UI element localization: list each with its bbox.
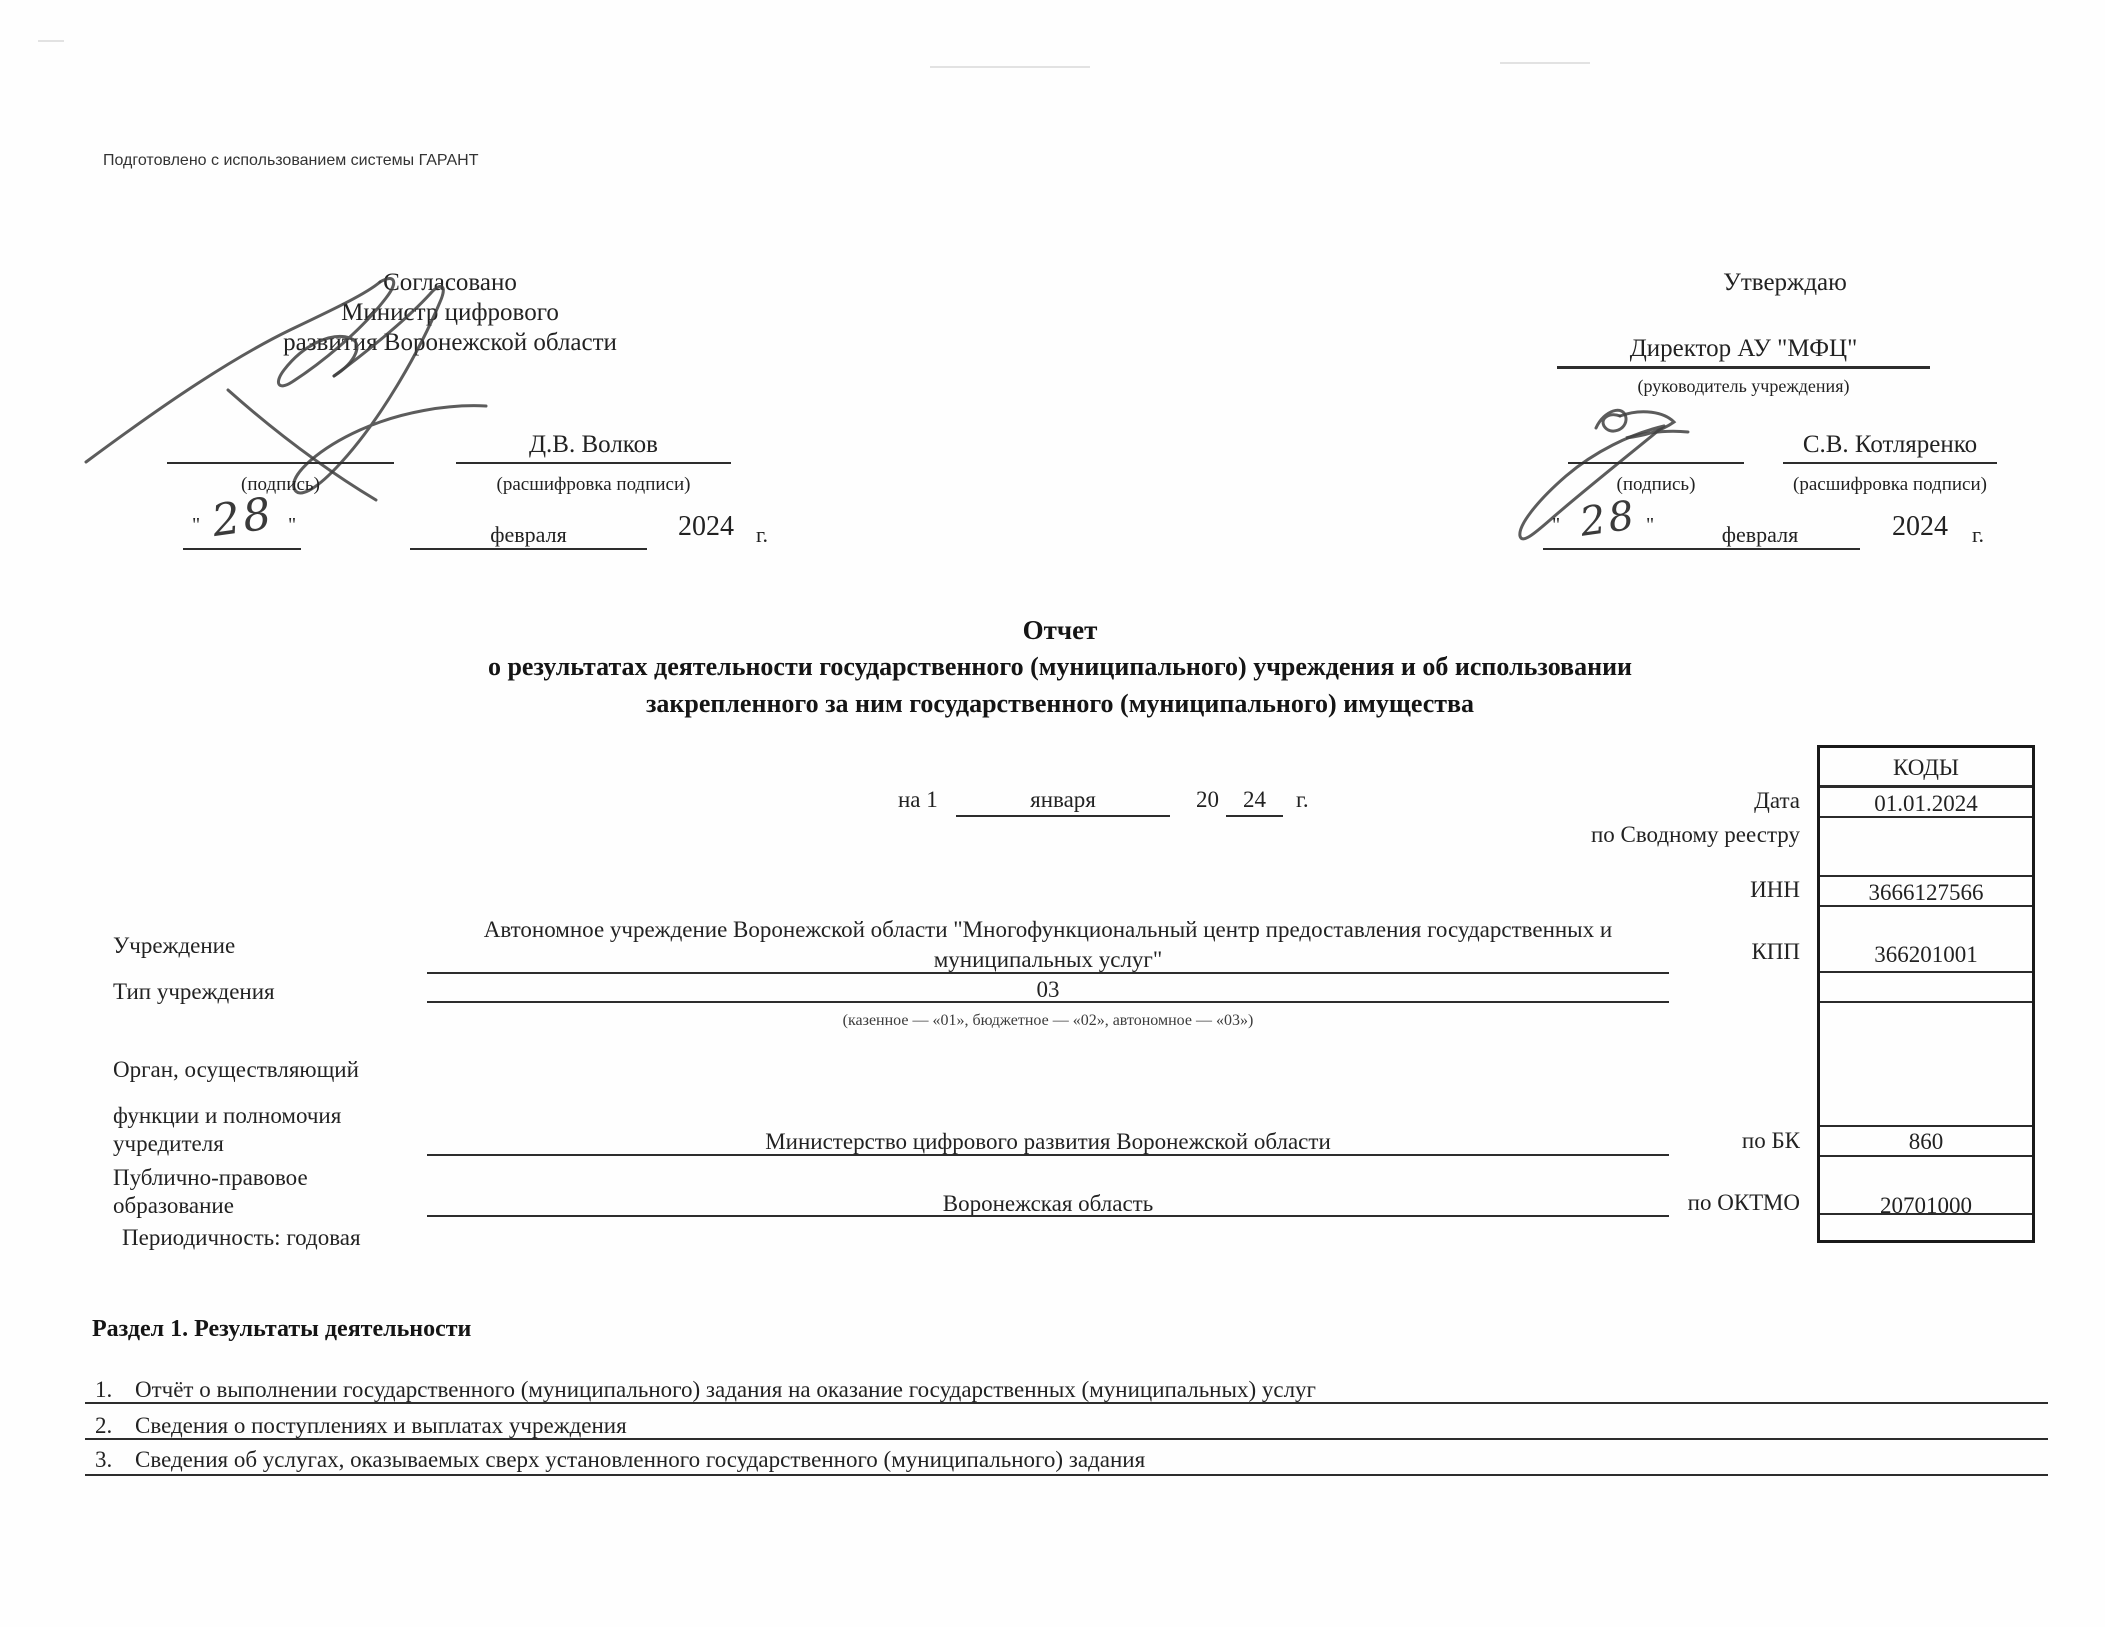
year-suffix: г.: [756, 522, 769, 547]
report-date-century: 20: [1196, 787, 1219, 812]
item-number: 3.: [95, 1447, 113, 1472]
director-name: С.В. Котляренко: [1802, 431, 1978, 458]
handwritten-day: 28: [208, 487, 278, 548]
report-date-prefix: на 1: [898, 787, 938, 812]
institution-type-underline: [427, 1001, 1669, 1003]
agreed-position-line2: развития Воронежской области: [283, 329, 617, 356]
table-rule: [1820, 971, 2032, 973]
periodicity-label: Периодичность: годовая: [122, 1225, 361, 1250]
day-line: [1543, 548, 1663, 550]
table-rule: [1820, 1001, 2032, 1003]
section1-heading: Раздел 1. Результаты деятельности: [92, 1316, 472, 1342]
public-entity-label-line2: образование: [113, 1193, 234, 1218]
institution-type-value: 03: [1036, 977, 1060, 1002]
approved-title: Утверждаю: [1723, 269, 1847, 296]
table-rule: [1820, 1155, 2032, 1157]
founder-label-line3: учредителя: [113, 1131, 224, 1156]
month-line: [1660, 548, 1860, 550]
kpp-label: КПП: [1751, 939, 1800, 964]
scan-artifact: [38, 40, 64, 42]
item-rule: [85, 1402, 2048, 1404]
signature-caption: (подпись): [1616, 474, 1696, 495]
report-date-year2-line: [1226, 815, 1283, 817]
report-date-suffix: г.: [1296, 787, 1309, 812]
item-number: 1.: [95, 1377, 113, 1402]
agreed-position-line1: Министр цифрового: [341, 299, 559, 326]
founder-value: Министерство цифрового развития Воронежской области: [765, 1129, 1331, 1154]
item-text: Сведения об услугах, оказываемых сверх установленного государственного (муниципального) задания: [135, 1447, 1146, 1472]
garant-watermark: Подготовлено с использованием системы ГАРАНТ: [103, 152, 479, 169]
name-line: [1783, 462, 1997, 464]
oktmo-label: по ОКТМО: [1687, 1190, 1800, 1215]
day-open-quote: ": [192, 514, 201, 536]
approval-month: февраля: [490, 522, 567, 547]
inn-value-cell: 3666127566: [1868, 880, 1984, 905]
public-entity-value: Воронежская область: [942, 1191, 1154, 1216]
founder-label-line2: функции и полномочия: [113, 1103, 342, 1128]
signature-line: [1568, 462, 1744, 464]
table-rule: [1820, 875, 2032, 877]
institution-type-note: (казенное — «01», бюджетное — «02», автономное — «03»): [842, 1012, 1254, 1029]
section1-item: [95, 1446, 2035, 1474]
item-text: Отчёт о выполнении государственного (муниципального) задания на оказание государственных (муниципальных) услуг: [135, 1377, 1316, 1402]
institution-value-line1: Автономное учреждение Воронежской области "Многофункциональный центр предоставления государственных и: [483, 917, 1613, 942]
approval-year: 2024: [678, 511, 734, 542]
agreed-title: Согласовано: [383, 269, 517, 296]
registry-label: по Сводному реестру: [1590, 822, 1800, 847]
scan-artifact: [930, 66, 1090, 68]
item-rule: [85, 1474, 2048, 1476]
name-caption: (расшифровка подписи): [1793, 474, 1987, 495]
table-rule: [1820, 785, 2032, 788]
item-text: Сведения о поступлениях и выплатах учреждения: [135, 1413, 627, 1438]
name-line: [456, 462, 731, 464]
month-line: [410, 548, 647, 550]
day-open-quote: ": [1552, 514, 1561, 536]
founder-label-line1: Орган, осуществляющий: [113, 1057, 359, 1082]
bk-label: по БК: [1741, 1128, 1800, 1153]
kpp-value-cell: 366201001: [1874, 942, 1978, 967]
position-caption: (руководитель учреждения): [1637, 376, 1850, 396]
public-entity-underline: [427, 1215, 1669, 1217]
bk-value-cell: 860: [1908, 1129, 1944, 1154]
approver-name: Д.В. Волков: [529, 431, 658, 458]
institution-label: Учреждение: [113, 933, 236, 958]
table-rule: [1820, 816, 2032, 818]
year-suffix: г.: [1972, 522, 1985, 547]
scan-artifact: [1500, 62, 1590, 64]
report-date-month-line: [956, 815, 1170, 817]
day-close-quote: ": [288, 514, 297, 536]
institution-type-label: Тип учреждения: [113, 979, 275, 1004]
document-title-line2: о результатах деятельности государственного (муниципального) учреждения и об использовании: [487, 652, 1633, 681]
institution-value-line2: муниципальных услуг": [933, 947, 1163, 972]
table-rule: [1820, 1213, 2032, 1215]
document-title-line3: закрепленного за ним государственного (муниципального) имущества: [645, 689, 1475, 718]
position-line: [1557, 366, 1930, 369]
item-rule: [85, 1438, 2048, 1440]
codes-table: [1817, 745, 2035, 1243]
report-date-year2: 24: [1243, 787, 1266, 812]
signature-line: [167, 462, 394, 464]
document-title-line1: Отчет: [1022, 615, 1098, 645]
founder-underline: [427, 1154, 1669, 1156]
day-close-quote: ": [1646, 514, 1655, 536]
signature-caption: (подпись): [241, 474, 320, 495]
approval-year: 2024: [1892, 511, 1948, 542]
approval-month: февраля: [1721, 522, 1799, 547]
name-caption: (расшифровка подписи): [496, 474, 691, 495]
report-date-month: января: [1030, 787, 1096, 812]
codes-header-cell: КОДЫ: [1893, 755, 1959, 780]
section1-item: [95, 1376, 2035, 1404]
director-position: Директор АУ "МФЦ": [1629, 335, 1858, 362]
table-rule: [1820, 1125, 2032, 1127]
public-entity-label-line1: Публично-правовое: [113, 1165, 308, 1190]
table-rule: [1820, 905, 2032, 907]
date-label: Дата: [1754, 788, 1800, 813]
section1-item: [95, 1412, 2035, 1440]
institution-underline: [427, 972, 1669, 974]
item-number: 2.: [95, 1413, 113, 1438]
day-line: [183, 548, 301, 550]
handwritten-day: 28: [1577, 492, 1640, 546]
oktmo-value-cell: 20701000: [1880, 1193, 1972, 1218]
date-value-cell: 01.01.2024: [1874, 791, 1978, 816]
inn-label: ИНН: [1750, 877, 1800, 902]
